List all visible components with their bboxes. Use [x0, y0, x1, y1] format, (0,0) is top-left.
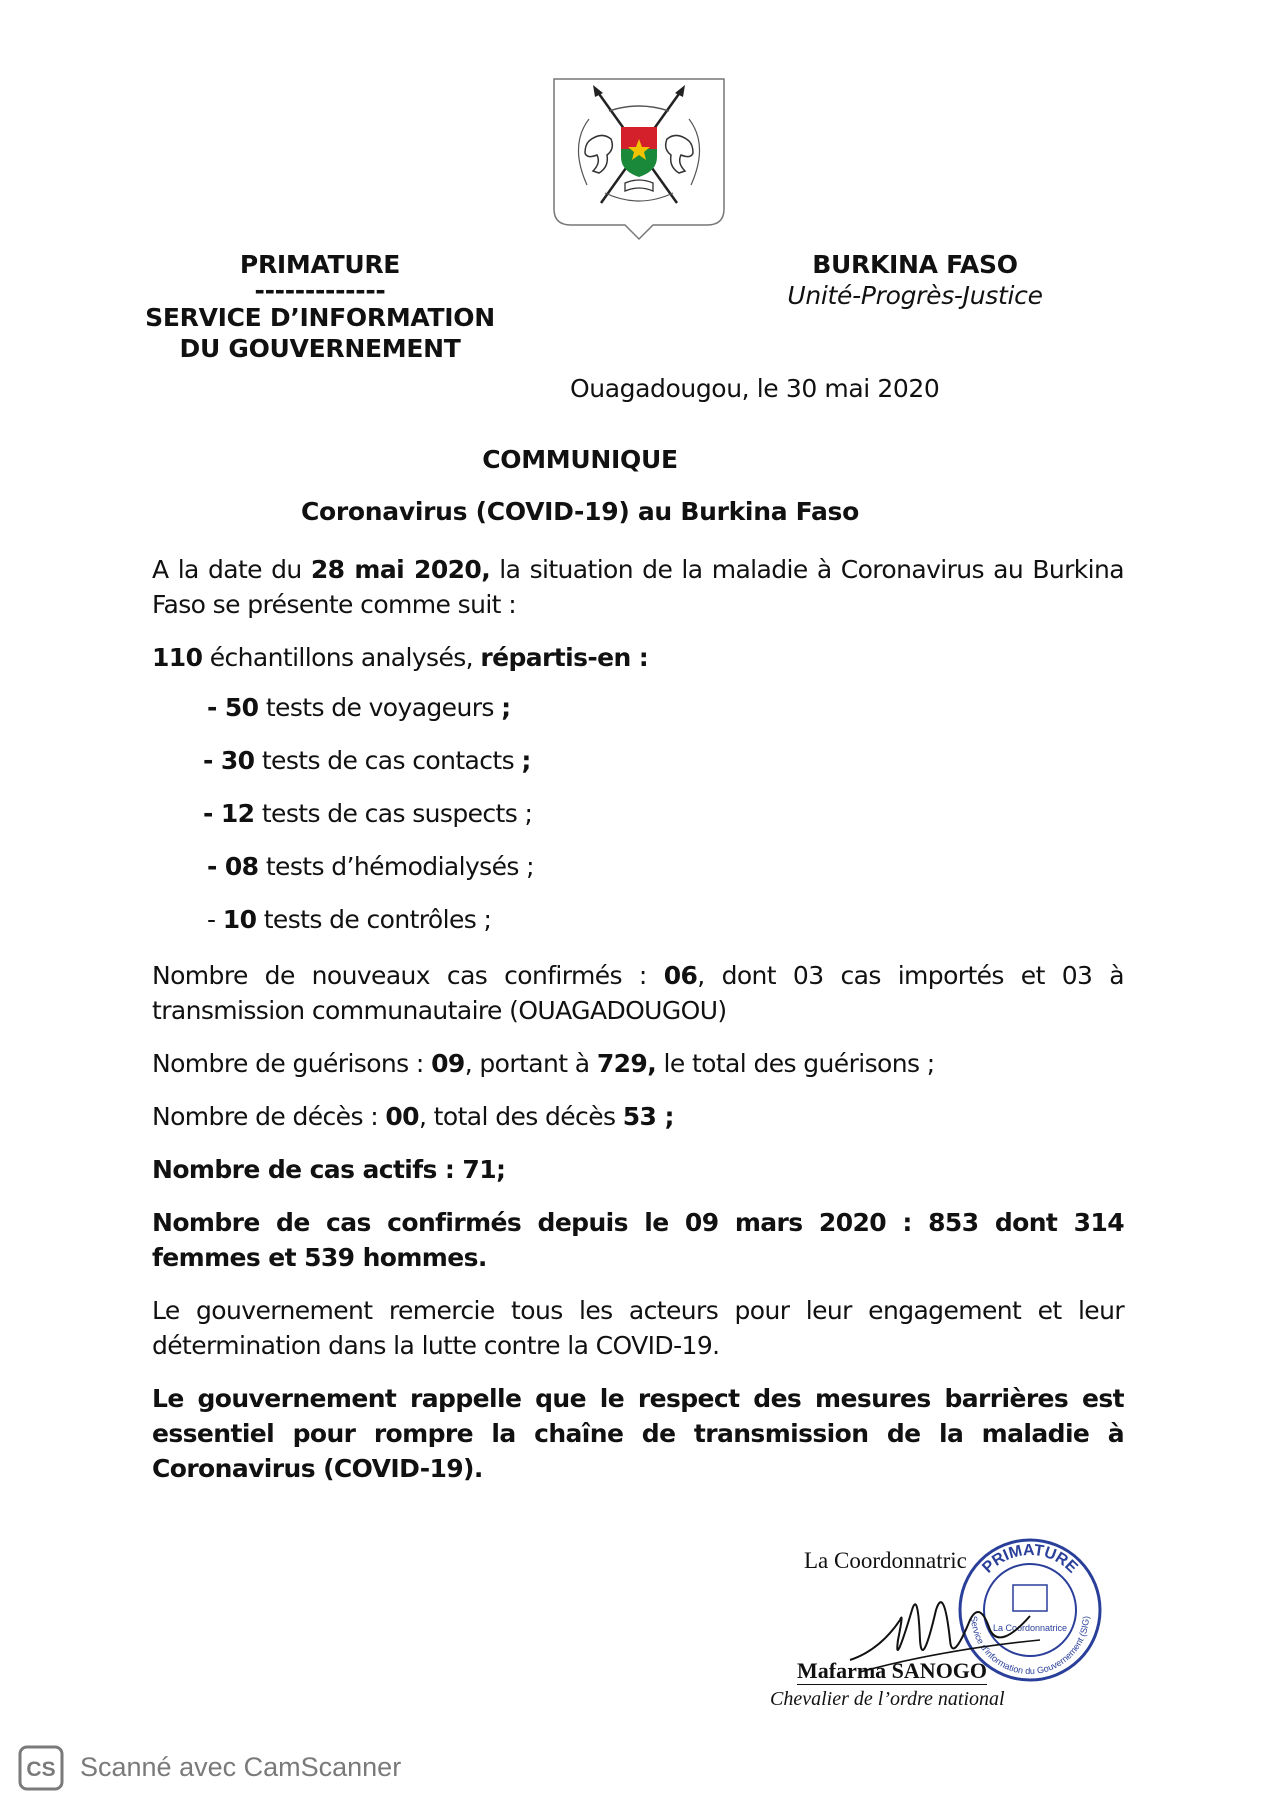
test-label: tests de cas contacts — [254, 746, 522, 775]
test-count: 30 — [220, 746, 255, 775]
intro-prefix: A la date du — [152, 555, 311, 584]
recoveries-end: le total des guérisons ; — [656, 1049, 935, 1078]
document-subtitle: Coronavirus (COVID-19) au Burkina Faso — [300, 497, 860, 526]
list-dash: - — [203, 746, 221, 775]
recoveries-total: 729, — [596, 1049, 657, 1078]
signatory-distinction: Chevalier de l’ordre national — [770, 1688, 1005, 1710]
new-cases-value: 06 — [663, 961, 698, 990]
stamp-top-text: PRIMATURE — [979, 1541, 1081, 1577]
svg-text:PRIMATURE — [979, 1542, 1081, 1577]
signatory-name: Mafarma SANOGO — [797, 1658, 988, 1683]
camscanner-logo-text: CS — [26, 1758, 56, 1781]
samples-line — [152, 640, 1124, 675]
header-divider: ------------- — [254, 276, 386, 305]
document-title: COMMUNIQUE — [482, 445, 678, 474]
scan-watermark: Scanné avec CamScanner — [80, 1752, 402, 1782]
camscanner-logo-icon — [18, 1745, 64, 1791]
recoveries-label: Nombre de guérisons : — [152, 1049, 432, 1078]
country-motto: Unité-Progrès-Justice — [787, 281, 1043, 310]
intro-date: 28 mai 2020, — [310, 555, 491, 584]
country-header — [770, 249, 1060, 311]
test-end: ; — [521, 746, 531, 775]
test-end: ; — [501, 693, 511, 722]
deaths-line — [152, 1099, 1124, 1134]
issuer-header — [140, 249, 500, 364]
test-label: tests d’hémodialysés ; — [258, 852, 534, 881]
recoveries-value: 09 — [431, 1049, 465, 1078]
deaths-label: Nombre de décès : — [152, 1102, 386, 1131]
intro-suffix: la situation de la maladie à Coronavirus au Burkina Faso se présente comme suit : — [152, 555, 1124, 619]
issuer-line-service: SERVICE D’INFORMATION — [145, 303, 495, 332]
test-count: 10 — [222, 905, 257, 934]
issuer-line-primature: PRIMATURE — [239, 250, 401, 279]
list-dash: - — [207, 905, 223, 934]
thanks-paragraph: Le gouvernement remercie tous les acteurs pour leur engagement et leur détermination dans la lutte contre la COVID-19. — [152, 1296, 1124, 1360]
date-line: Ouagadougou, le 30 mai 2020 — [570, 374, 940, 403]
test-count: 08 — [224, 852, 259, 881]
samples-text: échantillons analysés, — [202, 643, 481, 672]
signatory-title: La Coordonnatric — [804, 1548, 967, 1573]
test-label: tests de contrôles ; — [256, 905, 492, 934]
samples-count: 110 — [152, 643, 203, 672]
new-cases-detail: , dont 03 cas importés et 03 à transmission communautaire (OUAGADOUGOU) — [152, 961, 1124, 1025]
list-item — [207, 693, 511, 722]
test-label: tests de cas suspects ; — [254, 799, 533, 828]
list-item — [203, 746, 531, 775]
intro-paragraph — [152, 552, 1124, 622]
issuer-line-government: DU GOUVERNEMENT — [179, 334, 461, 363]
list-dash: - — [207, 852, 225, 881]
active-cases-line: Nombre de cas actifs : 71; — [152, 1155, 506, 1184]
stamp-ring-text: Service d'information du Gouvernement (SIG) — [968, 1615, 1092, 1677]
stamp-center-text: La Coordonnatrice — [992, 1623, 1068, 1633]
country-name: BURKINA FASO — [812, 250, 1018, 279]
samples-label: répartis-en : — [480, 643, 649, 672]
reminder-paragraph: Le gouvernement rappelle que le respect des mesures barrières est essentiel pour rompre la chaîne de transmission de la maladie à Coronavirus (COVID-19). — [152, 1384, 1124, 1483]
list-dash: - — [207, 693, 225, 722]
test-label: tests de voyageurs — [258, 693, 502, 722]
test-count: 50 — [224, 693, 259, 722]
list-item — [203, 799, 532, 828]
list-dash: - — [203, 799, 221, 828]
test-count: 12 — [220, 799, 255, 828]
new-cases-paragraph — [152, 958, 1124, 1028]
new-cases-label: Nombre de nouveaux cas confirmés : — [152, 961, 664, 990]
deaths-mid: , total des décès — [418, 1102, 623, 1131]
recoveries-line — [152, 1046, 1124, 1081]
recoveries-mid: , portant à — [464, 1049, 597, 1078]
deaths-total: 53 ; — [622, 1102, 674, 1131]
deaths-value: 00 — [385, 1102, 419, 1131]
cumulative-cases-paragraph: Nombre de cas confirmés depuis le 09 mars 2020 : 853 dont 314 femmes et 539 hommes. — [152, 1208, 1124, 1272]
list-item — [207, 852, 534, 881]
list-item — [207, 905, 491, 934]
coat-of-arms-icon — [549, 75, 729, 243]
